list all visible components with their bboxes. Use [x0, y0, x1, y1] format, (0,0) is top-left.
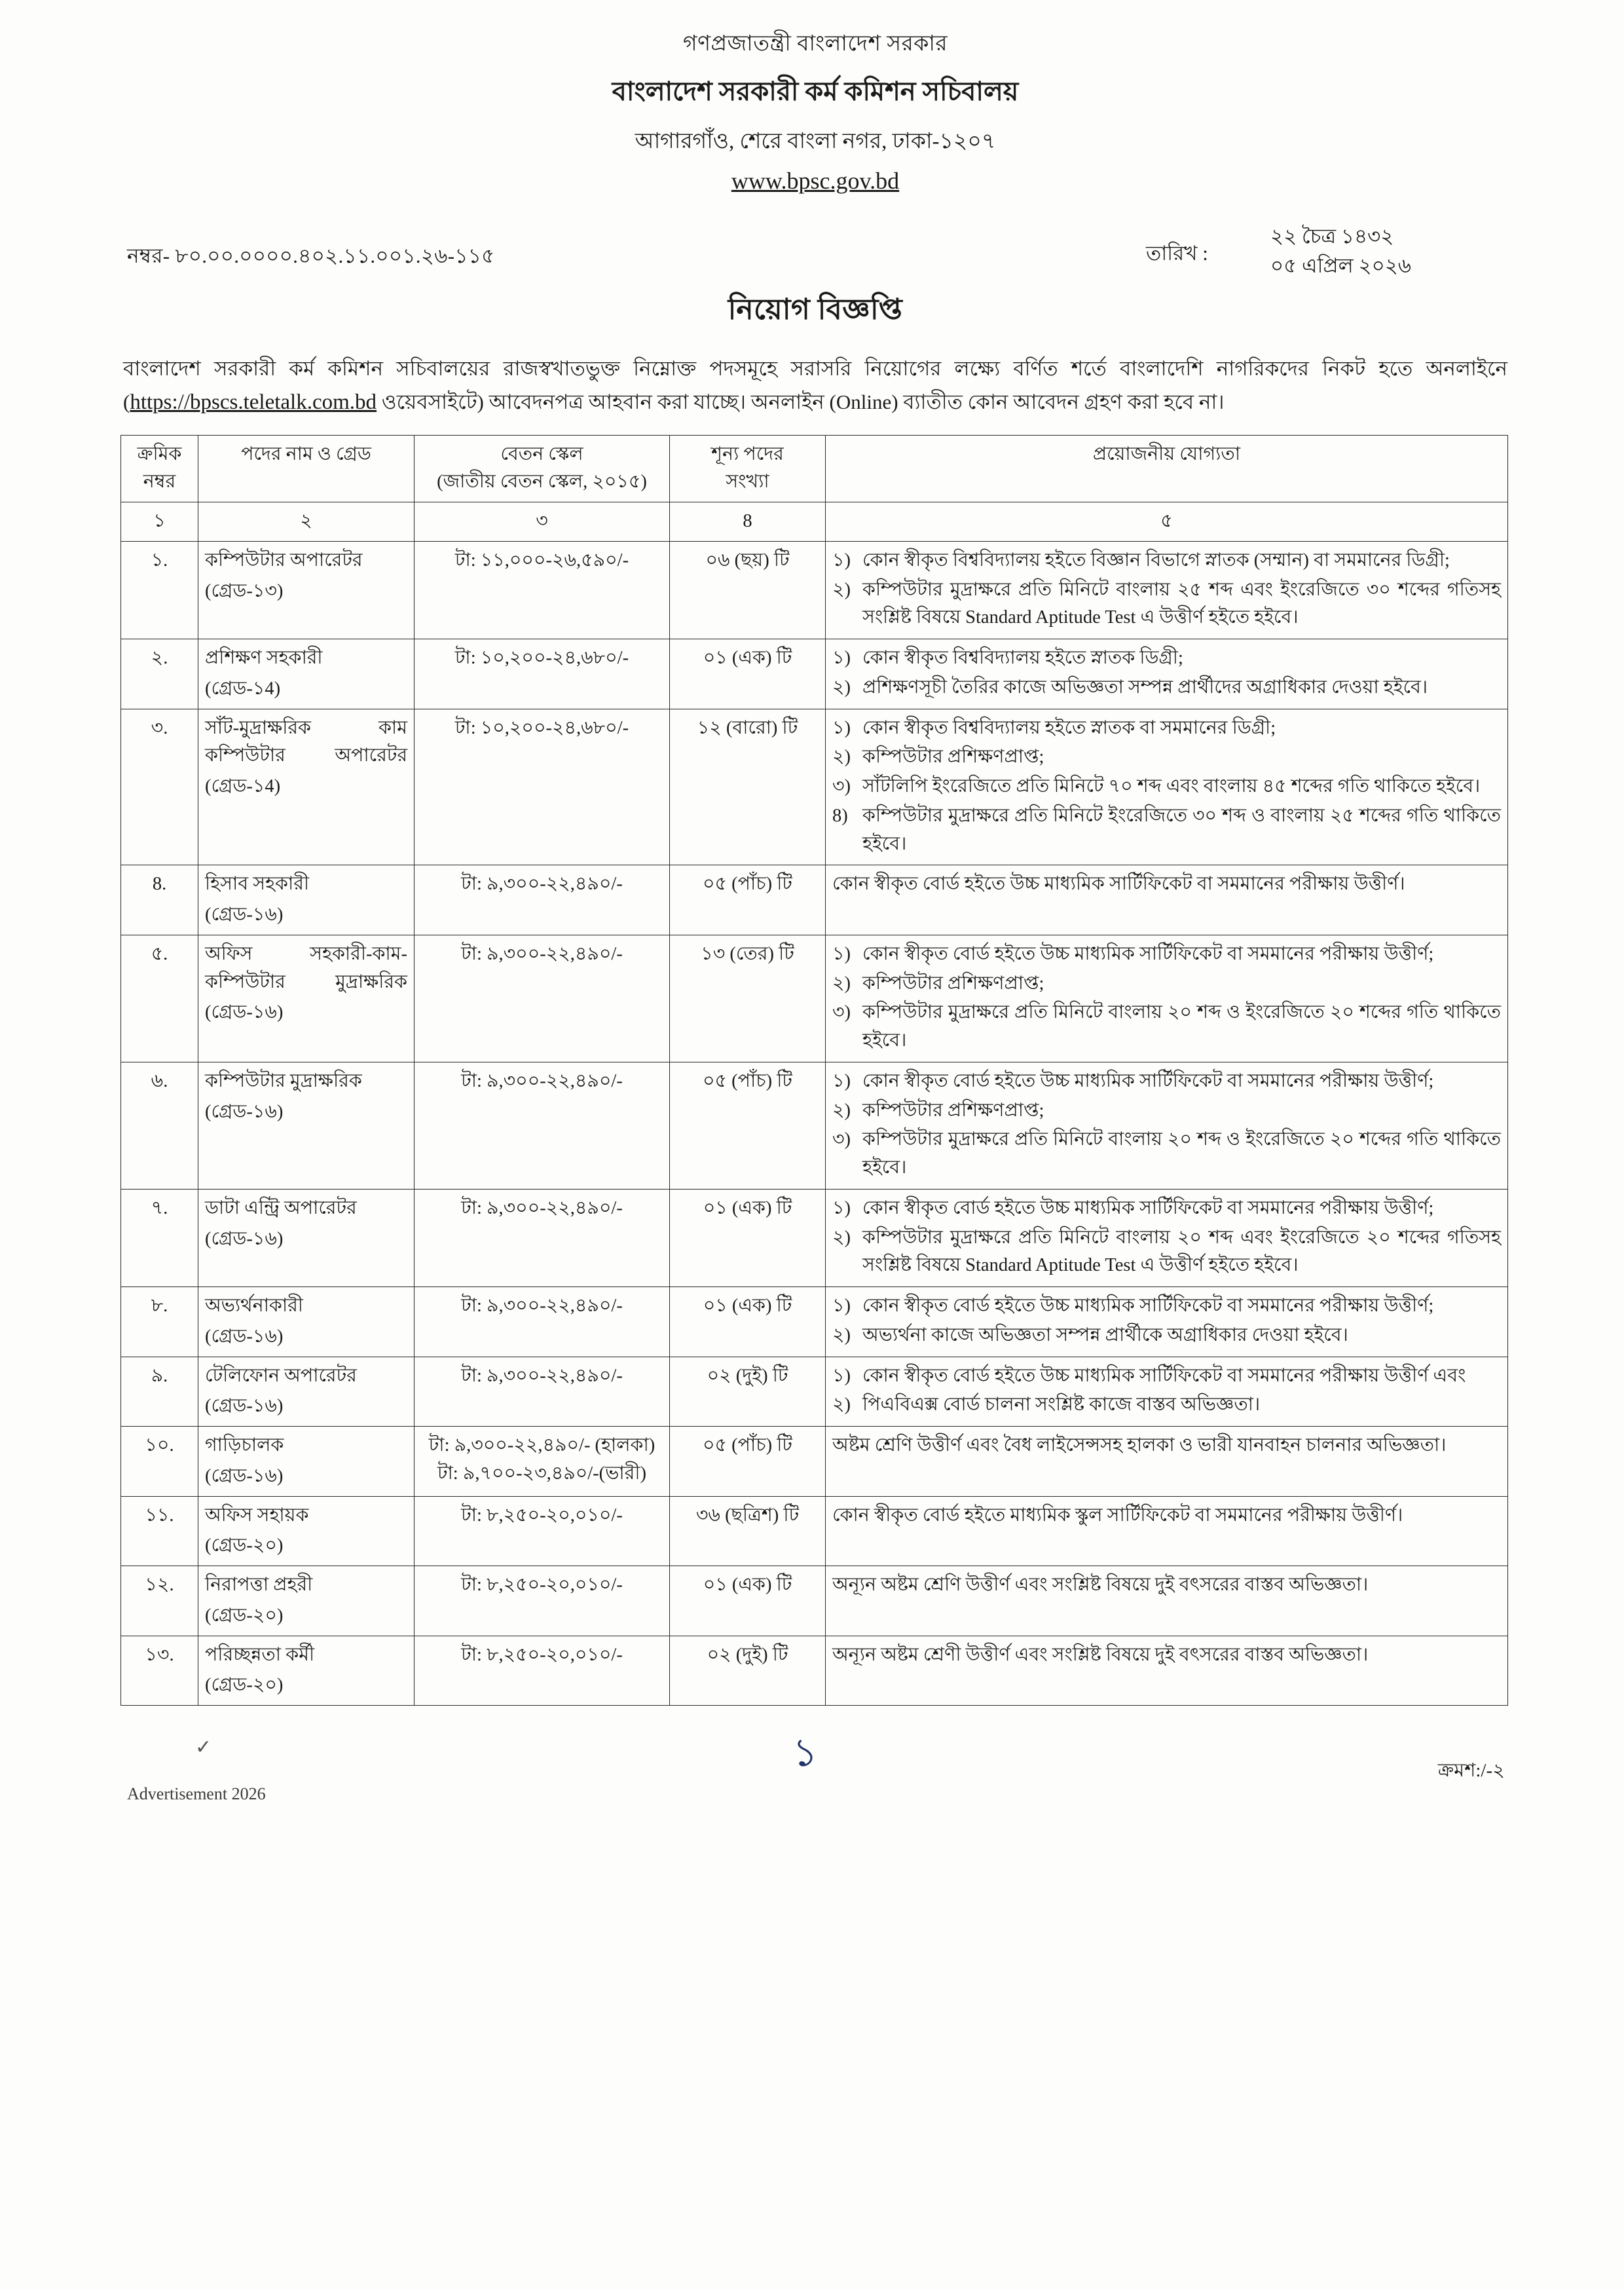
qualification-marker: ২)	[832, 1100, 851, 1121]
qualification-item	[832, 1292, 1501, 1321]
row-pay-scale	[415, 1427, 670, 1497]
qualification-item	[832, 547, 1501, 575]
pay-scale-line: টা: ৯,৩০০-২২,৪৯০/-	[461, 1296, 623, 1317]
post-grade: (গ্রেড-১৬)	[205, 1465, 284, 1486]
row-serial: ৯.	[121, 1357, 198, 1427]
intro-text-part2: ওয়েবসাইটে) আবেদনপত্র আহবান করা যাচ্ছে। অনলাইন (Online) ব্যাতীত কোন আবেদন গ্রহণ করা হবে না।	[377, 390, 1225, 414]
pay-scale-line: টা: ৮,২৫০-২০,০১০/-	[461, 1644, 623, 1665]
row-pay-scale	[415, 709, 670, 865]
memo-number: নম্বর- ৮০.০০.০০০০.৪০২.১১.০০১.২৬-১১৫	[127, 244, 495, 267]
table-row	[121, 1427, 1508, 1497]
table-row	[121, 709, 1508, 865]
post-grade: (গ্রেড-২০)	[205, 1535, 284, 1556]
pay-scale-line: টা: ৯,৭০০-২৩,৪৯০/-(ভারী)	[437, 1463, 646, 1484]
qualification-item	[832, 576, 1501, 633]
qualification-marker: ২)	[832, 579, 851, 600]
row-qualifications	[826, 709, 1508, 865]
post-title: অফিস সহায়ক	[205, 1505, 309, 1526]
post-title: হিসাব সহকারী	[205, 874, 310, 895]
row-post-name	[198, 1189, 415, 1286]
row-qualifications	[826, 639, 1508, 709]
qualification-text: কম্পিউটার প্রশিক্ষণপ্রাপ্ত;	[862, 747, 1044, 768]
post-grade: (গ্রেড-১৬)	[205, 1002, 284, 1023]
qualification-marker: ১)	[832, 1070, 851, 1091]
qualification-marker: ৩)	[832, 1002, 851, 1023]
row-serial: ১১.	[121, 1496, 198, 1566]
row-post-name	[198, 1636, 415, 1706]
intro-text-part1: বাংলাদেশ সরকারী কর্ম কমিশন সচিবালয়ের রাজস্বখাতভুক্ত নিম্নোক্ত পদসমূহে সরাসরি নিয়োগের লক্ষ্যে বর্ণিত শর্তে বাংলাদেশি নাগরিকদের নিকট হতে অনলাইনে (	[123, 357, 1507, 414]
row-serial: ২.	[121, 639, 198, 709]
qualification-text: সাঁটলিপি ইংরেজিতে প্রতি মিনিটে ৭০ শব্দ এবং বাংলায় ৪৫ শব্দের গতি থাকিতে হইবে।	[862, 776, 1481, 797]
row-vacancy-count: ০১ (এক) টি	[670, 1287, 826, 1357]
pay-scale-line: টা: ১১,০০০-২৬,৫৯০/-	[454, 550, 629, 571]
row-serial: ১২.	[121, 1566, 198, 1636]
post-title: নিরাপত্তা প্রহরী	[205, 1575, 313, 1596]
qualification-marker: ১)	[832, 1197, 851, 1218]
row-pay-scale	[415, 1287, 670, 1357]
row-qualifications	[826, 865, 1508, 935]
column-number-1: ১	[121, 502, 198, 542]
column-header-serial-line2: নম্বর	[143, 472, 176, 493]
vacancy-table	[120, 435, 1508, 1706]
row-qualifications	[826, 1496, 1508, 1566]
qualification-marker: ২)	[832, 747, 851, 768]
row-post-name	[198, 639, 415, 709]
pay-scale-line: টা: ৯,৩০০-২২,৪৯০/-	[461, 874, 623, 895]
row-post-name	[198, 1566, 415, 1636]
row-qualifications	[826, 541, 1508, 639]
qualification-text: অষ্টম শ্রেণি উত্তীর্ণ এবং বৈধ লাইসেন্সসহ হালকা ও ভারী যানবাহন চালনার অভিজ্ঞতা।	[832, 1435, 1447, 1456]
post-grade: (গ্রেড-১৬)	[205, 905, 284, 926]
row-vacancy-count: ০২ (দুই) টি	[670, 1357, 826, 1427]
row-post-name	[198, 1062, 415, 1189]
table-row	[121, 1189, 1508, 1286]
row-pay-scale	[415, 865, 670, 935]
qualification-text: কম্পিউটার প্রশিক্ষণপ্রাপ্ত;	[862, 973, 1044, 994]
row-qualifications	[826, 1357, 1508, 1427]
qualification-item	[832, 1097, 1501, 1125]
qualification-marker: ১)	[832, 550, 851, 571]
table-header-row	[121, 435, 1508, 502]
row-serial: ১৩.	[121, 1636, 198, 1706]
post-title: অভ্যর্থনাকারী	[205, 1296, 303, 1317]
column-header-vacancy-line2: সংখ্যা	[726, 472, 769, 493]
row-pay-scale	[415, 1636, 670, 1706]
qualification-text: কম্পিউটার মুদ্রাক্ষরে প্রতি মিনিটে বাংলায় ২০ শব্দ ও ইংরেজিতে ২০ শব্দের গতি থাকিতে হইবে।	[862, 1129, 1501, 1178]
post-title: অফিস সহকারী-কাম-কম্পিউটার মুদ্রাক্ষরিক	[205, 943, 407, 992]
row-vacancy-count: ০১ (এক) টি	[670, 639, 826, 709]
post-title: গাড়িচালক	[205, 1435, 284, 1456]
row-pay-scale	[415, 935, 670, 1062]
qualification-text: কোন স্বীকৃত বিশ্ববিদ্যালয় হইতে স্নাতক বা সমমানের ডিগ্রী;	[862, 717, 1276, 738]
qualification-marker: ৩)	[832, 1129, 851, 1150]
qualification-text: কোন স্বীকৃত বোর্ড হইতে উচ্চ মাধ্যমিক সার্টিফিকেট বা সমমানের পরীক্ষায় উত্তীর্ণ;	[862, 943, 1434, 964]
qualification-text: কোন স্বীকৃত বিশ্ববিদ্যালয় হইতে স্নাতক ডিগ্রী;	[862, 648, 1183, 669]
post-title: টেলিফোন অপারেটর	[205, 1365, 357, 1386]
row-qualifications	[826, 1636, 1508, 1706]
column-header-pay-line2: (জাতীয় বেতন স্কেল, ২০১৫)	[437, 472, 647, 493]
qualification-text: প্রশিক্ষণসূচী তৈরির কাজে অভিজ্ঞতা সম্পন্ন প্রার্থীদের অগ্রাধিকার দেওয়া হইবে।	[862, 677, 1428, 698]
row-vacancy-count: ০৫ (পাঁচ) টি	[670, 865, 826, 935]
table-row	[121, 1566, 1508, 1636]
column-header-serial	[121, 435, 198, 502]
row-serial: ১০.	[121, 1427, 198, 1497]
memo-meta-row	[111, 225, 1519, 284]
qualification-text: কোন স্বীকৃত বোর্ড হইতে উচ্চ মাধ্যমিক সার্টিফিকেট বা সমমানের পরীক্ষায় উত্তীর্ণ;	[862, 1296, 1434, 1317]
column-header-post: পদের নাম ও গ্রেড	[198, 435, 415, 502]
post-grade: (গ্রেড-১৬)	[205, 1228, 284, 1249]
row-serial: ৬.	[121, 1062, 198, 1189]
row-serial: ৩.	[121, 709, 198, 865]
qualification-marker: ১)	[832, 1296, 851, 1317]
row-post-name	[198, 1496, 415, 1566]
row-qualifications	[826, 1427, 1508, 1497]
post-title: প্রশিক্ষণ সহকারী	[205, 648, 323, 669]
page-title: নিয়োগ বিজ্ঞপ্তি	[728, 293, 903, 326]
post-grade: (গ্রেড-১4)	[205, 776, 281, 797]
qualification-item	[832, 1224, 1501, 1281]
row-post-name	[198, 935, 415, 1062]
qualification-text: কোন স্বীকৃত বোর্ড হইতে উচ্চ মাধ্যমিক সার্টিফিকেট বা সমমানের পরীক্ষায় উত্তীর্ণ এবং	[862, 1365, 1466, 1386]
page-footer	[111, 1716, 1519, 1814]
qualification-text: কোন স্বীকৃত বোর্ড হইতে উচ্চ মাধ্যমিক সার্টিফিকেট বা সমমানের পরীক্ষায় উত্তীর্ণ;	[862, 1070, 1434, 1091]
row-vacancy-count: ৩৬ (ছত্রিশ) টি	[670, 1496, 826, 1566]
qualification-marker: ১)	[832, 1365, 851, 1386]
pay-scale-line: টা: ১০,২০০-২৪,৬৮০/-	[454, 648, 629, 669]
table-row	[121, 639, 1508, 709]
qualification-item	[832, 802, 1501, 859]
row-vacancy-count: ১২ (বারো) টি	[670, 709, 826, 865]
organization-address: আগারগাঁও, শেরে বাংলা নগর, ঢাকা-১২০৭	[635, 130, 996, 153]
qualification-marker: ১)	[832, 943, 851, 964]
column-header-vacancy-line1: শূন্য পদের	[711, 443, 784, 464]
table-body	[121, 541, 1508, 1705]
column-number-4: 8	[670, 502, 826, 542]
pay-scale-line: টা: ৯,৩০০-২২,৪৯০/- (হালকা)	[428, 1435, 655, 1456]
column-header-pay	[415, 435, 670, 502]
row-post-name	[198, 1357, 415, 1427]
qualification-item	[832, 999, 1501, 1055]
qualification-marker: ২)	[832, 1324, 851, 1345]
qualification-item	[832, 743, 1501, 772]
row-pay-scale	[415, 1062, 670, 1189]
qualification-item	[832, 773, 1501, 801]
date-bangla: ২২ চৈত্র ১৪৩২	[1270, 225, 1394, 248]
post-grade: (গ্রেড-১৬)	[205, 1326, 284, 1347]
date-english: ০৫ এপ্রিল ২০২৬	[1270, 253, 1412, 277]
row-pay-scale	[415, 1496, 670, 1566]
document-label: Advertisement 2026	[127, 1784, 266, 1804]
column-header-serial-line1: ক্রমিক	[137, 443, 182, 464]
row-pay-scale	[415, 1357, 670, 1427]
post-title: পরিচ্ছন্নতা কর্মী	[205, 1644, 315, 1665]
qualification-text: কোন স্বীকৃত বোর্ড হইতে মাধ্যমিক স্কুল সার্টিফিকেট বা সমমানের পরীক্ষায় উত্তীর্ণ।	[832, 1505, 1403, 1526]
qualification-item	[832, 1322, 1501, 1350]
qualification-item	[832, 1391, 1501, 1419]
qualification-item	[832, 715, 1501, 743]
post-grade: (গ্রেড-২০)	[205, 1675, 284, 1696]
row-pay-scale	[415, 639, 670, 709]
post-grade: (গ্রেড-১৩)	[205, 580, 284, 601]
pay-scale-line: টা: ৯,৩০০-২২,৪৯০/-	[461, 943, 623, 964]
qualification-text: অভ্যর্থনা কাজে অভিজ্ঞতা সম্পন্ন প্রার্থীকে অগ্রাধিকার দেওয়া হইবে।	[862, 1324, 1348, 1345]
date-label: তারিখ :	[1146, 242, 1208, 265]
row-post-name	[198, 1427, 415, 1497]
qualification-marker: ৩)	[832, 776, 851, 797]
qualification-marker: ১)	[832, 648, 851, 669]
row-pay-scale	[415, 1189, 670, 1286]
application-url[interactable]: https://bpscs.teletalk.com.bd	[130, 390, 377, 415]
row-post-name	[198, 541, 415, 639]
pay-scale-line: টা: ৯,৩০০-২২,৪৯০/-	[461, 1365, 623, 1386]
column-number-3: ৩	[415, 502, 670, 542]
intro-paragraph	[123, 352, 1507, 421]
row-qualifications	[826, 935, 1508, 1062]
qualification-marker: 8)	[832, 805, 848, 826]
row-post-name	[198, 709, 415, 865]
table-row	[121, 1062, 1508, 1189]
row-vacancy-count: ০৬ (ছয়) টি	[670, 541, 826, 639]
row-vacancy-count: ০৫ (পাঁচ) টি	[670, 1427, 826, 1497]
row-post-name	[198, 865, 415, 935]
pay-scale-line: টা: ৯,৩০০-২২,৪৯০/-	[461, 1070, 623, 1091]
qualification-marker: ২)	[832, 973, 851, 994]
post-title: কম্পিউটার অপারেটর	[205, 550, 363, 571]
row-qualifications	[826, 1287, 1508, 1357]
pay-scale-line: টা: ৯,৩০০-২২,৪৯০/-	[461, 1197, 623, 1218]
row-vacancy-count: ০২ (দুই) টি	[670, 1636, 826, 1706]
table-row	[121, 935, 1508, 1062]
column-header-vacancy	[670, 435, 826, 502]
table-column-number-row	[121, 502, 1508, 542]
table-row	[121, 1496, 1508, 1566]
post-grade: (গ্রেড-১4)	[205, 678, 281, 699]
qualification-item	[832, 1195, 1501, 1223]
government-name: গণপ্রজাতন্ত্রী বাংলাদেশ সরকার	[682, 32, 948, 56]
qualification-marker: ১)	[832, 717, 851, 738]
row-qualifications	[826, 1566, 1508, 1636]
column-number-5: ৫	[826, 502, 1508, 542]
qualification-text: কোন স্বীকৃত বোর্ড হইতে উচ্চ মাধ্যমিক সার্টিফিকেট বা সমমানের পরীক্ষায় উত্তীর্ণ;	[862, 1197, 1434, 1218]
qualification-marker: ২)	[832, 677, 851, 698]
qualification-item	[832, 970, 1501, 998]
qualification-marker: ২)	[832, 1227, 851, 1248]
row-serial: ১.	[121, 541, 198, 639]
row-pay-scale	[415, 1566, 670, 1636]
page-number: ১	[792, 1730, 818, 1776]
post-grade: (গ্রেড-২০)	[205, 1605, 284, 1626]
continued-note: ক্রমশ:/-২	[1437, 1760, 1505, 1782]
row-vacancy-count: ১৩ (তের) টি	[670, 935, 826, 1062]
column-header-qualification: প্রয়োজনীয় যোগ্যতা	[826, 435, 1508, 502]
post-title: ডাটা এন্ট্রি অপারেটর	[205, 1197, 357, 1218]
column-header-pay-line1: বেতন স্কেল	[500, 443, 583, 464]
row-vacancy-count: ০৫ (পাঁচ) টি	[670, 1062, 826, 1189]
table-row	[121, 865, 1508, 935]
row-serial: 8.	[121, 865, 198, 935]
qualification-marker: ২)	[832, 1395, 851, 1416]
post-grade: (গ্রেড-১৬)	[205, 1101, 284, 1122]
qualification-text: অন্যূন অষ্টম শ্রেণি উত্তীর্ণ এবং সংশ্লিষ্ট বিষয়ে দুই বৎসরের বাস্তব অভিজ্ঞতা।	[832, 1575, 1369, 1596]
qualification-item	[832, 941, 1501, 969]
letterhead	[111, 26, 1519, 195]
row-post-name	[198, 1287, 415, 1357]
qualification-text: কোন স্বীকৃত বোর্ড হইতে উচ্চ মাধ্যমিক সার্টিফিকেট বা সমমানের পরীক্ষায় উত্তীর্ণ।	[832, 874, 1405, 895]
post-title: সাঁট-মুদ্রাক্ষরিক কাম কম্পিউটার অপারেটর	[205, 717, 407, 766]
row-serial: ৭.	[121, 1189, 198, 1286]
post-grade: (গ্রেড-১৬)	[205, 1396, 284, 1417]
column-number-2: ২	[198, 502, 415, 542]
table-row	[121, 541, 1508, 639]
pay-scale-line: টা: ৮,২৫০-২০,০১০/-	[461, 1575, 623, 1596]
row-qualifications	[826, 1189, 1508, 1286]
table-row	[121, 1287, 1508, 1357]
qualification-text: কম্পিউটার প্রশিক্ষণপ্রাপ্ত;	[862, 1100, 1044, 1121]
qualification-text: কম্পিউটার মুদ্রাক্ষরে প্রতি মিনিটে বাংলায় ২০ শব্দ ও ইংরেজিতে ২০ শব্দের গতি থাকিতে হইবে।	[862, 1002, 1501, 1051]
qualification-text: কম্পিউটার মুদ্রাক্ষরে প্রতি মিনিটে ইংরেজিতে ৩০ শব্দ ও বাংলায় ২৫ শব্দের গতি থাকিতে হইবে।	[862, 805, 1501, 854]
organization-name: বাংলাদেশ সরকারী কর্ম কমিশন সচিবালয়	[612, 77, 1019, 106]
table-row	[121, 1357, 1508, 1427]
qualification-item	[832, 1362, 1501, 1391]
post-title: কম্পিউটার মুদ্রাক্ষরিক	[205, 1070, 362, 1091]
qualification-text: পিএবিএক্স বোর্ড চালনা সংশ্লিষ্ট কাজে বাস্তব অভিজ্ঞতা।	[862, 1395, 1261, 1416]
row-vacancy-count: ০১ (এক) টি	[670, 1566, 826, 1636]
row-serial: ৫.	[121, 935, 198, 1062]
handwritten-mark: ✓	[195, 1736, 212, 1759]
table-row	[121, 1636, 1508, 1706]
qualification-text: কম্পিউটার মুদ্রাক্ষরে প্রতি মিনিটে বাংলায় ২০ শব্দ এবং ইংরেজিতে ২০ শব্দের গতিসহ সংশ্লিষ্ট বিষয়ে Standard Aptitude Test এ উত্তীর্ণ হইতে হইবে।	[862, 1227, 1501, 1276]
pay-scale-line: টা: ৮,২৫০-২০,০১০/-	[461, 1505, 623, 1526]
pay-scale-line: টা: ১০,২০০-২৪,৬৮০/-	[454, 717, 629, 738]
website-link[interactable]: www.bpsc.gov.bd	[731, 168, 900, 194]
row-vacancy-count: ০১ (এক) টি	[670, 1189, 826, 1286]
row-qualifications	[826, 1062, 1508, 1189]
page-content	[111, 26, 1519, 1814]
row-pay-scale	[415, 541, 670, 639]
qualification-item	[832, 1068, 1501, 1096]
row-serial: ৮.	[121, 1287, 198, 1357]
qualification-text: কম্পিউটার মুদ্রাক্ষরে প্রতি মিনিটে বাংলায় ২৫ শব্দ এবং ইংরেজিতে ৩০ শব্দের গতিসহ সংশ্লিষ্ট বিষয়ে Standard Aptitude Test এ উত্তীর্ণ হইতে হইবে।	[862, 579, 1501, 628]
qualification-text: অন্যূন অষ্টম শ্রেণী উত্তীর্ণ এবং সংশ্লিষ্ট বিষয়ে দুই বৎসরের বাস্তব অভিজ্ঞতা।	[832, 1644, 1369, 1665]
qualification-text: কোন স্বীকৃত বিশ্ববিদ্যালয় হইতে বিজ্ঞান বিভাগে স্নাতক (সম্মান) বা সমমানের ডিগ্রী;	[862, 550, 1450, 571]
qualification-item	[832, 645, 1501, 673]
qualification-item	[832, 1126, 1501, 1182]
qualification-item	[832, 674, 1501, 702]
